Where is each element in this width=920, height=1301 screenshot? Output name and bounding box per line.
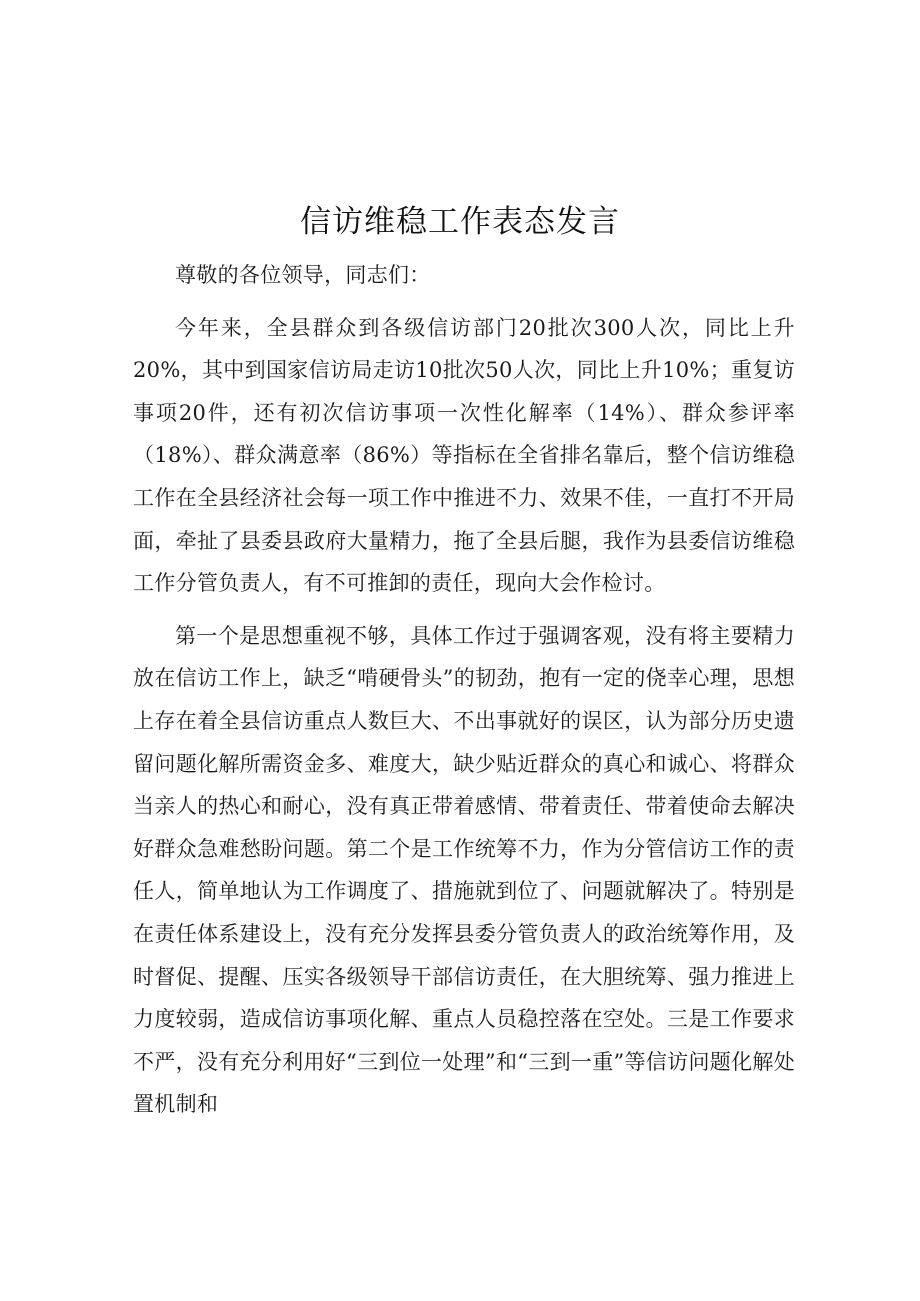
salutation: 尊敬的各位领导，同志们： <box>175 263 431 287</box>
paragraph-2: 第一个是思想重视不够，具体工作过于强调客观，没有将主要精力放在信访工作上，缺乏“啃硬骨头”的韧劲，抱有一定的侥幸心理，思想上存在着全县信访重点人数巨大、不出事就好的误区，认为部分历史遗留问题化解所需资金多、难度大，缺少贴近群众的真心和诚心、将群众当亲人的热心和耐心，没有真正带着感情、带着责任、带着使命去解决好群众急难愁盼问题。第二个是工作统筹不力，作为分管信访工作的责任人，简单地认为工作调度了、措施就到位了、问题就解决了。特别是在责任体系建设上，没有充分发挥县委分管负责人的政治统筹作用，及时督促、提醒、压实各级领导干部信访责任，在大胆统筹、强力推进上力度较弱，造成信访事项化解、重点人员稳控落在空处。三是工作要求不严，没有充分利用好“三到位一处理”和“三到一重”等信访问题化解处置机制和 <box>133 623 795 1117</box>
paragraph-1: 今年来，全县群众到各级信访部门20批次300人次，同比上升20%，其中到国家信访局走访10批次50人次，同比上升10%；重复访事项20件，还有初次信访事项一次性化解率（14%）、群众参评率（18%）、群众满意率（86%）等指标在全省排名靠后，整个信访维稳工作在全县经济社会每一项工作中推进不力、效果不佳，一直打不开局面，牵扯了县委县政府大量精力，拖了全县后腿，我作为县委信访维稳工作分管负责人，有不可推卸的责任，现向大会作检讨。 <box>133 315 795 596</box>
document-body <box>133 254 795 1136</box>
document-title: 信访维稳工作表态发言 <box>300 204 620 240</box>
